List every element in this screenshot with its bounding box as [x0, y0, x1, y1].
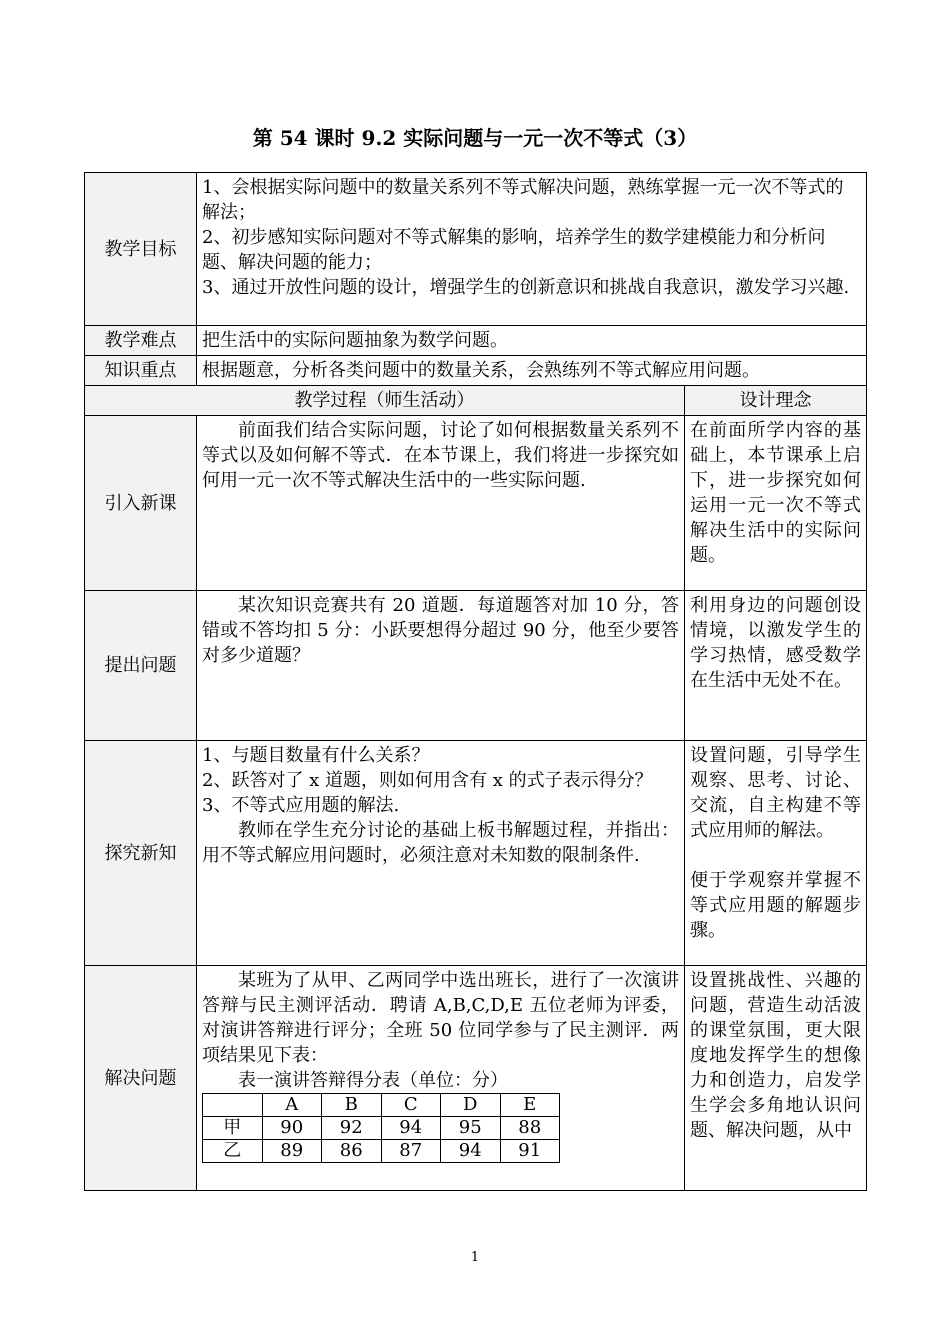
process-header-left: 教学过程（师生活动）	[85, 386, 685, 416]
objective-item: 2、初步感知实际问题对不等式解集的影响，培养学生的数学建模能力和分析问题、解决问题的能力；	[202, 227, 826, 273]
question-content	[197, 591, 685, 741]
difficulty-content: 把生活中的实际问题抽象为数学问题。	[197, 326, 867, 356]
score-cell: 86	[322, 1140, 382, 1163]
lesson-plan-table	[84, 172, 867, 1191]
explore-item: 2、跃答对了 x 道题，则如何用含有 x 的式子表示得分？	[202, 770, 653, 791]
score-cell: 94	[381, 1117, 441, 1140]
score-cell: 90	[262, 1117, 322, 1140]
score-header-cell: C	[381, 1094, 441, 1117]
question-label: 提出问题	[85, 591, 197, 741]
score-table-header	[203, 1094, 560, 1117]
row-solve	[85, 966, 867, 1191]
objective-item: 1、会根据实际问题中的数量关系列不等式解决问题，熟练掌握一元一次不等式的解法；	[202, 177, 844, 223]
explore-design-1: 设置问题，引导学生观察、思考、讨论、交流，自主构建不等式应用师的解法。	[690, 745, 862, 841]
objective-item: 3、通过开放性问题的设计，增强学生的创新意识和挑战自我意识，激发学习兴趣.	[202, 277, 850, 298]
difficulty-label: 教学难点	[85, 326, 197, 356]
explore-item: 3、不等式应用题的解法.	[202, 795, 400, 816]
solve-label: 解决问题	[85, 966, 197, 1191]
key-points-content: 根据题意，分析各类问题中的数量关系，会熟练列不等式解应用问题。	[197, 356, 867, 386]
score-header-cell: A	[262, 1094, 322, 1117]
score-header-cell: B	[322, 1094, 382, 1117]
explore-label: 探究新知	[85, 741, 197, 966]
score-cell: 87	[381, 1140, 441, 1163]
question-design: 利用身边的问题创设情境，以激发学生的学习热情，感受数学在生活中无处不在。	[685, 591, 867, 741]
row-difficulty	[85, 326, 867, 356]
objectives-content	[197, 173, 867, 326]
objectives-label: 教学目标	[85, 173, 197, 326]
explore-item: 1、与题目数量有什么关系？	[202, 745, 430, 766]
page-number: 1	[470, 1250, 480, 1265]
score-cell: 91	[500, 1140, 560, 1163]
solve-text: 某班为了从甲、乙两同学中选出班长，进行了一次演讲答辩与民主测评活动．聘请 A,B,C,D,E 五位老师为评委，对演讲答辩进行评分；全班 50 位同学参与了民主测评．两项结果见下表：	[202, 970, 679, 1066]
explore-note: 教师在学生充分讨论的基础上板书解题过程，并指出：用不等式解应用问题时，必须注意对未知数的限制条件.	[202, 820, 679, 866]
row-intro	[85, 416, 867, 591]
explore-design	[685, 741, 867, 966]
score-cell: 95	[441, 1117, 501, 1140]
score-header-cell: E	[500, 1094, 560, 1117]
intro-label: 引入新课	[85, 416, 197, 591]
score-header-cell: D	[441, 1094, 501, 1117]
solve-content	[197, 966, 685, 1191]
row-question	[85, 591, 867, 741]
score-table-row	[203, 1117, 560, 1140]
score-cell: 88	[500, 1117, 560, 1140]
score-table-caption: 表一演讲答辩得分表（单位：分）	[238, 1070, 508, 1091]
row-explore	[85, 741, 867, 966]
question-text: 某次知识竞赛共有 20 道题．每道题答对加 10 分，答错或不答均扣 5 分：小跃要想得分超过 90 分，他至少要答对多少道题？	[202, 595, 679, 666]
key-points-label: 知识重点	[85, 356, 197, 386]
page-title: 第 54 课时 9.2 实际问题与一元一次不等式（3）	[252, 126, 698, 150]
score-table-row	[203, 1140, 560, 1163]
process-header-right: 设计理念	[685, 386, 867, 416]
score-cell: 乙	[203, 1140, 263, 1163]
row-objectives	[85, 173, 867, 326]
intro-content	[197, 416, 685, 591]
score-header-cell	[203, 1094, 263, 1117]
row-process-header	[85, 386, 867, 416]
intro-design: 在前面所学内容的基础上，本节课承上启下，进一步探究如何运用一元一次不等式解决生活中的实际问题。	[685, 416, 867, 591]
score-table	[202, 1093, 560, 1163]
score-cell: 甲	[203, 1117, 263, 1140]
explore-content	[197, 741, 685, 966]
row-key-points	[85, 356, 867, 386]
intro-text: 前面我们结合实际问题，讨论了如何根据数量关系列不等式以及如何解不等式．在本节课上，我们将进一步探究如何用一元一次不等式解决生活中的一些实际问题.	[202, 420, 679, 491]
score-cell: 92	[322, 1117, 382, 1140]
solve-design: 设置挑战性、兴趣的问题，营造生动活波的课堂氛围，更大限度地发挥学生的想像力和创造力，启发学生学会多角地认识问题、解决问题，从中	[685, 966, 867, 1191]
score-cell: 89	[262, 1140, 322, 1163]
score-cell: 94	[441, 1140, 501, 1163]
explore-design-2: 便于学观察并掌握不等式应用题的解题步骤。	[690, 870, 862, 941]
